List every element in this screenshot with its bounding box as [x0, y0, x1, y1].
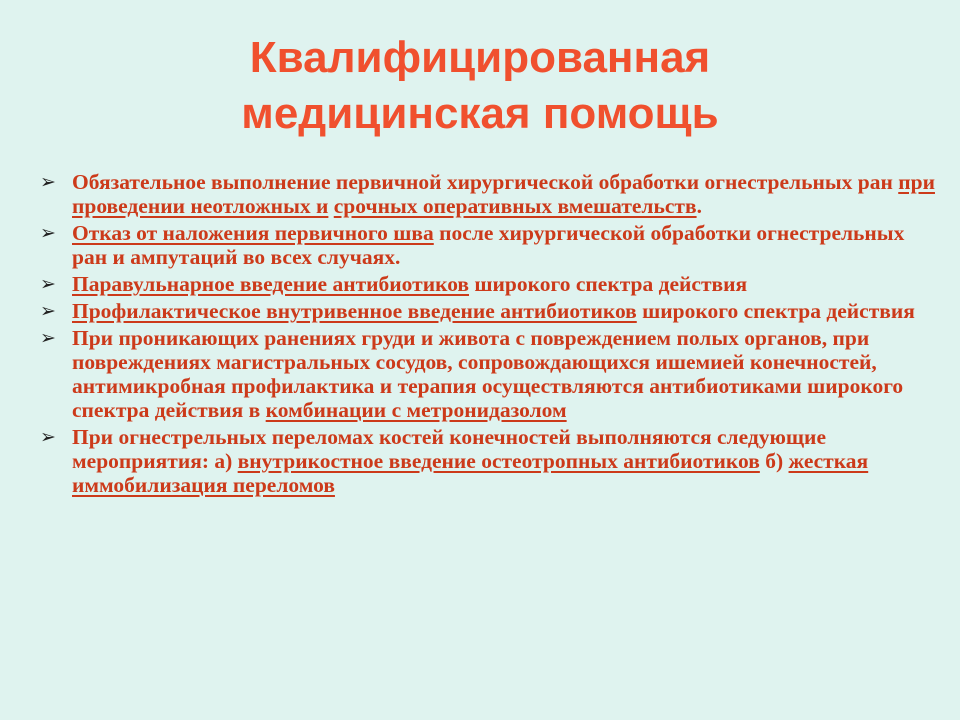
text-segment: . — [696, 194, 702, 218]
arrow-bullet-icon: ➢ — [40, 273, 56, 295]
slide-title — [0, 30, 960, 142]
underlined-segment: Профилактическое внутривенное введение антибиотиков — [72, 299, 637, 323]
text-segment: б) — [759, 449, 789, 473]
underlined-segment: Паравульнарное введение антибиотиков — [72, 272, 470, 296]
title-line-1: Квалифицированная — [249, 33, 711, 82]
bullet-item — [36, 272, 936, 296]
bullet-list — [36, 170, 936, 500]
text-segment: широкого спектра действия — [469, 272, 748, 296]
bullet-item — [36, 425, 936, 497]
bullet-item — [36, 299, 936, 323]
underlined-segment: Отказ от наложения первичного шва — [72, 221, 434, 245]
text-segment: широкого спектра действия — [636, 299, 915, 323]
arrow-bullet-icon: ➢ — [40, 426, 56, 448]
underlined-segment: комбинации с метронидазолом — [265, 398, 567, 422]
arrow-bullet-icon: ➢ — [40, 300, 56, 322]
bullet-item — [36, 170, 936, 218]
underlined-segment: внутрикостное введение остеотропных антибиотиков — [237, 449, 760, 473]
bullet-item — [36, 326, 936, 422]
title-line-2: медицинская помощь — [241, 89, 719, 138]
underlined-segment: при проведении неотложных и — [72, 170, 935, 218]
text-segment: после хирургической обработки огнестрельных ран и ампутаций во всех случаях. — [72, 221, 905, 269]
underlined-segment: срочных оперативных вмешательств — [333, 194, 697, 218]
arrow-bullet-icon: ➢ — [40, 171, 56, 193]
text-segment: При проникающих ранениях груди и живота с повреждением полых органов, при повреждениях магистральных сосудов, сопровождающихся ишемией конечностей, антимикробная профилактика и терапия осуществляются антибиотиками широкого спектра действия в — [72, 326, 904, 422]
arrow-bullet-icon: ➢ — [40, 327, 56, 349]
text-segment: Обязательное выполнение первичной хирургической обработки огнестрельных ран — [72, 170, 899, 194]
bullet-item — [36, 221, 936, 269]
text-segment: При огнестрельных переломах костей конечностей выполняются следующие мероприятия: а) — [72, 425, 826, 473]
underlined-segment: жесткая иммобилизация переломов — [72, 449, 869, 497]
arrow-bullet-icon: ➢ — [40, 222, 56, 244]
